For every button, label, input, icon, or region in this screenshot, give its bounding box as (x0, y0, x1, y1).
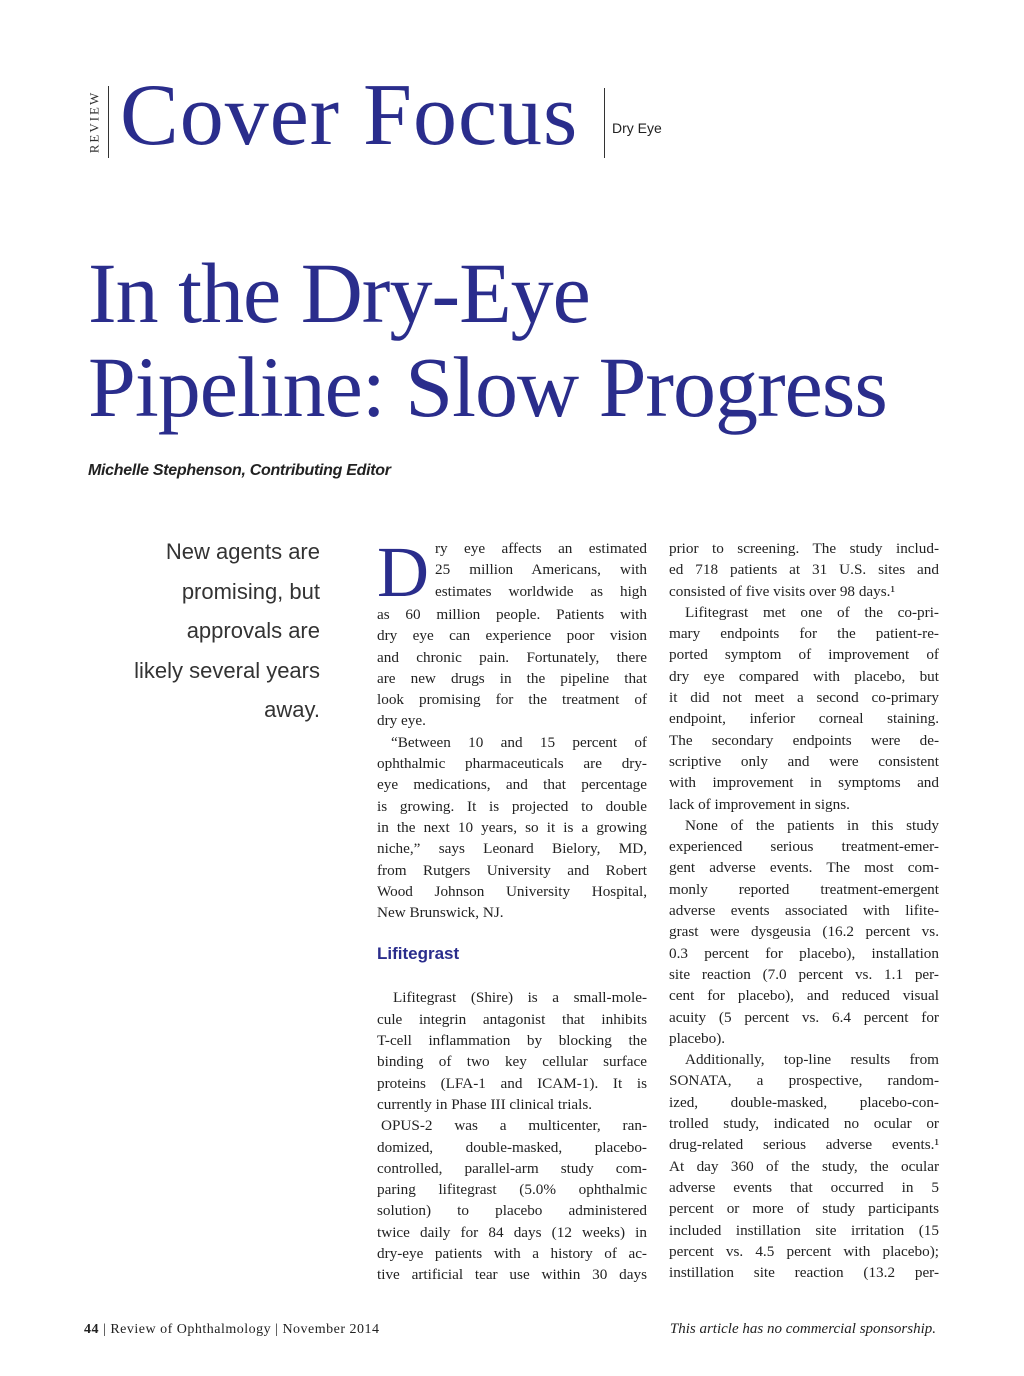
body-line: with improvement in symptoms and (669, 774, 939, 792)
sponsorship-note: This article has no commercial sponsorship. (669, 1321, 936, 1337)
drop-cap: D (377, 532, 429, 612)
article-headline (88, 246, 988, 434)
issue-date: November 2014 (282, 1322, 380, 1337)
body-line: Lifitegrast (Shire) is a small-mole- (393, 989, 647, 1007)
body-line: adverse events that occurred in 5 (669, 1178, 939, 1196)
body-line: twice daily for 84 days (12 weeks) in (377, 1223, 647, 1241)
byline: Michelle Stephenson, Contributing Editor (88, 462, 391, 479)
body-line: cent for placebo), and reduced visual (669, 987, 939, 1005)
body-line: included instillation site irritation (15 (669, 1221, 939, 1239)
body-line: percent or more of study participants (669, 1200, 939, 1218)
body-line: Wood Johnson University Hospital, (377, 882, 647, 900)
body-line: ported symptom of improvement of (669, 646, 939, 664)
body-line: ed 718 patients at 31 U.S. sites and (669, 561, 939, 579)
body-line: percent vs. 4.5 percent with placebo); (669, 1242, 939, 1260)
body-line: gent adverse events. The most com- (669, 859, 939, 877)
body-line: domized, double-masked, placebo- (377, 1138, 647, 1156)
body-line: ized, double-masked, placebo-con- (669, 1093, 939, 1111)
body-line: adverse events associated with lifite- (669, 902, 939, 920)
body-line: 0.3 percent for placebo), installation (669, 944, 939, 962)
header-divider-left (108, 86, 109, 158)
body-line: scriptive only and were consistent (669, 752, 939, 770)
body-line: site reaction (7.0 percent vs. 1.1 per- (669, 965, 939, 983)
body-line: T-cell inflammation by blocking the (377, 1032, 647, 1050)
body-line: as 60 million people. Patients with (377, 606, 647, 623)
section-tag: Dry Eye (612, 120, 662, 136)
body-line: endpoint, inferior corneal staining. (669, 710, 939, 728)
body-column-2 (669, 538, 939, 1283)
pull-quote (110, 532, 320, 730)
body-line: Additionally, top-line results from (685, 1051, 939, 1069)
footer-separator: | (103, 1322, 111, 1337)
review-label-text: REVIEW (86, 90, 102, 154)
subhead-lifitegrast: Lifitegrast (377, 944, 460, 964)
body-line: monly reported treatment-emergent (669, 880, 939, 898)
pull-quote-line: New agents are (165, 539, 320, 564)
body-line: it did not meet a second co-primary (669, 689, 939, 707)
pull-quote-line: promising, but (181, 578, 320, 604)
body-line: are new drugs in the pipeline that (377, 669, 647, 687)
headline-line-1: In the Dry-Eye (88, 245, 590, 341)
footer-separator: | (275, 1322, 283, 1337)
body-line: mary endpoints for the patient-re- (669, 625, 939, 643)
body-line: At day 360 of the study, the ocular (669, 1157, 939, 1175)
publication-name: Review of Ophthalmology (110, 1322, 272, 1337)
pull-quote-line: away. (264, 697, 320, 722)
body-line: tive artificial tear use within 30 days (377, 1266, 647, 1284)
body-line: Lifitegrast met one of the co-pri- (685, 603, 939, 621)
body-line: The secondary endpoints were de- (669, 731, 939, 749)
body-line: instillation site reaction (13.2 per- (669, 1264, 939, 1282)
body-line: acuity (5 percent vs. 6.4 percent for (669, 1008, 939, 1026)
body-line: niche,” says Leonard Bielory, MD, (377, 840, 647, 858)
body-line: experienced serious treatment-emer- (669, 838, 939, 856)
page-footer (84, 1322, 380, 1338)
pull-quote-line: approvals are (186, 618, 320, 643)
body-line: “Between 10 and 15 percent of (391, 733, 647, 751)
body-line: from Rutgers University and Robert (377, 861, 647, 879)
body-line: paring lifitegrast (5.0% ophthalmic (377, 1181, 647, 1199)
body-line: lack of improvement in signs. (669, 795, 850, 813)
section-title: Cover Focus (120, 67, 579, 164)
body-line: dry-eye patients with a history of ac- (377, 1245, 647, 1263)
body-line: solution) to placebo administered (377, 1202, 647, 1220)
body-line: prior to screening. The study includ- (669, 540, 939, 557)
body-line: estimates worldwide as high (435, 582, 647, 600)
body-line: ry eye affects an estimated (435, 540, 647, 557)
body-line: currently in Phase III clinical trials. (377, 1095, 593, 1113)
body-line: dry eye. (377, 712, 426, 730)
body-line: look promising for the treatment of (377, 691, 647, 709)
body-line: drug-related serious adverse events.¹ (669, 1136, 939, 1154)
body-line: dry eye can experience poor vision (377, 627, 647, 645)
body-line: placebo). (669, 1029, 726, 1047)
headline-line-2: Pipeline: Slow Progress (88, 339, 887, 435)
body-line: controlled, parallel-arm study com- (377, 1159, 647, 1177)
body-line: and chronic pain. Fortunately, there (377, 648, 647, 666)
body-line: proteins (LFA-1 and ICAM-1). It is (377, 1074, 647, 1092)
body-line: SONATA, a prospective, random- (669, 1072, 939, 1090)
page-number: 44 (84, 1322, 99, 1337)
body-line: dry eye compared with placebo, but (669, 667, 939, 685)
body-line: New Brunswick, NJ. (377, 904, 504, 922)
body-line: eye medications, and that percentage (377, 776, 647, 794)
body-line: grast were dysgeusia (16.2 percent vs. (669, 923, 939, 941)
header-divider-right (604, 88, 605, 158)
pull-quote-line: likely several years (134, 657, 320, 683)
body-line: is growing. It is projected to double (377, 797, 647, 815)
body-line: OPUS-2 was a multicenter, ran- (381, 1117, 647, 1135)
body-line: 25 million Americans, with (435, 561, 647, 579)
body-line: ophthalmic pharmaceuticals are dry- (377, 755, 647, 773)
body-line: cule integrin antagonist that inhibits (377, 1010, 647, 1028)
body-line: trolled study, indicated no ocular or (669, 1115, 939, 1133)
body-column-1 (377, 532, 647, 1286)
body-line: consisted of five visits over 98 days.¹ (669, 582, 896, 600)
review-label (84, 86, 104, 158)
body-line: binding of two key cellular surface (377, 1053, 647, 1071)
body-line: None of the patients in this study (685, 816, 939, 834)
body-line: in the next 10 years, so it is a growing (377, 818, 647, 836)
